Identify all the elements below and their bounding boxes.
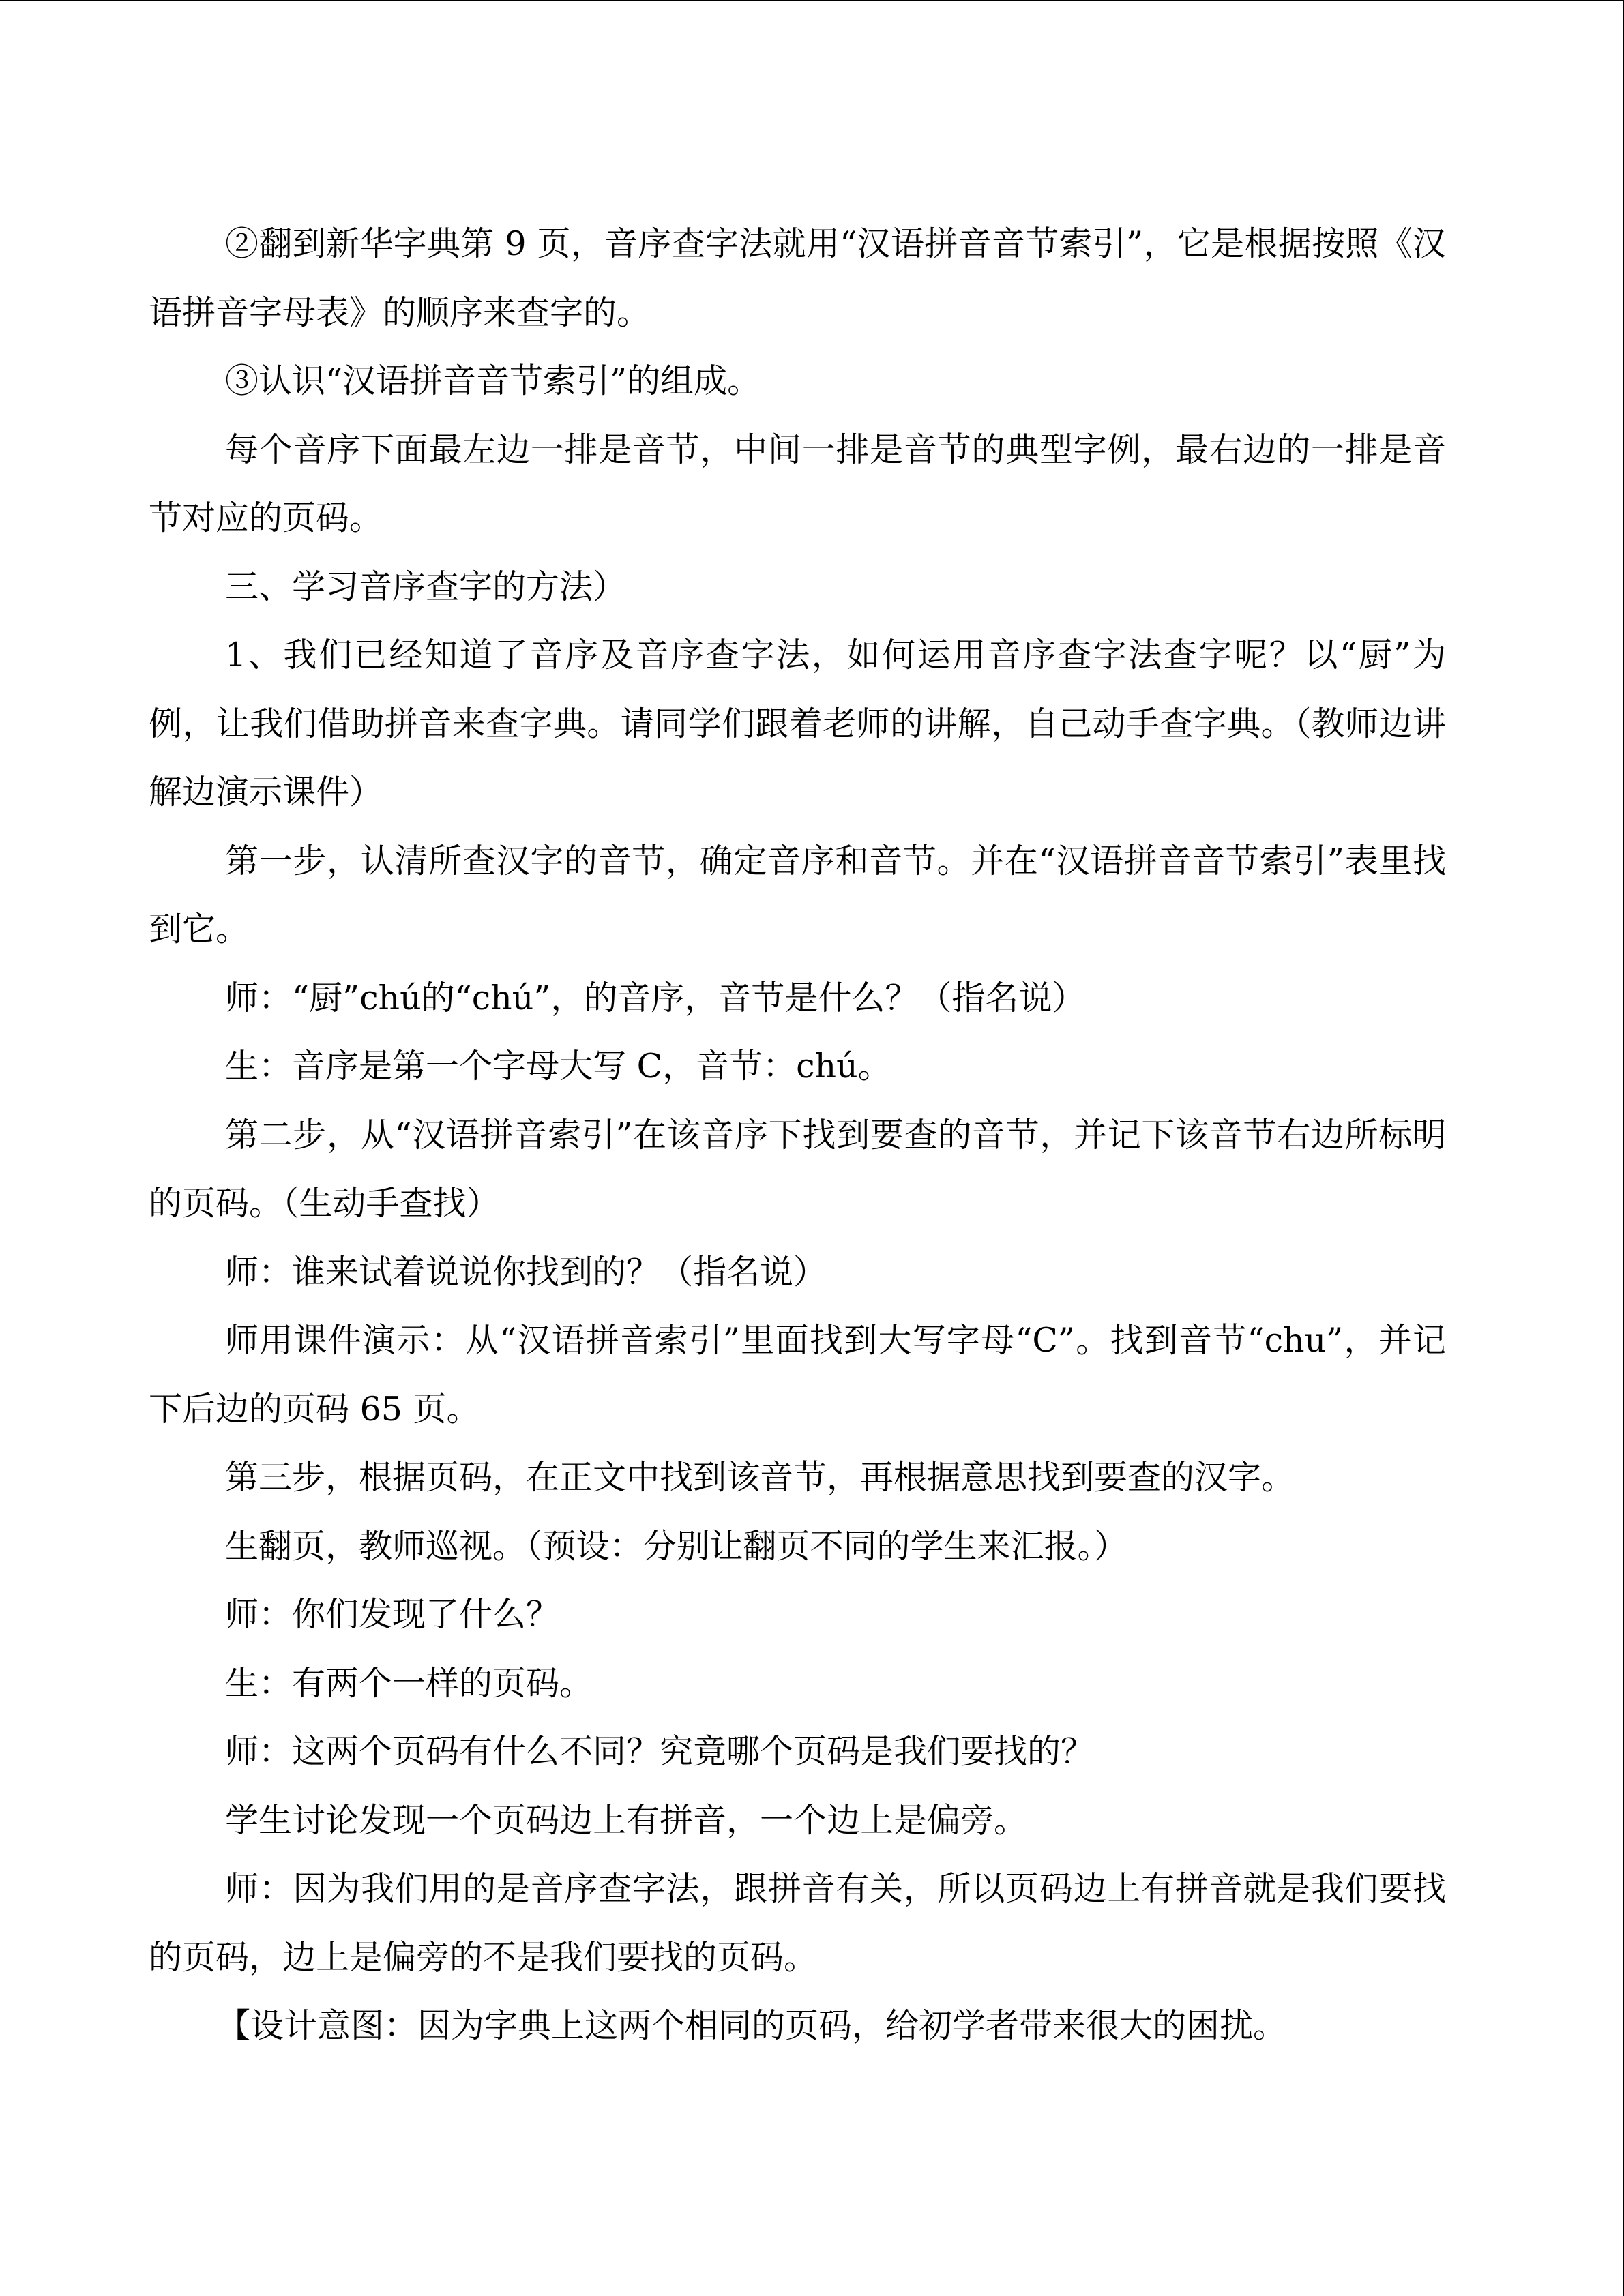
- paragraph-5: 1、我们已经知道了音序及音序查字法，如何运用音序查字法查字呢？以“厨”为例，让我们借助拼音来查字典。请同学们跟着老师的讲解，自己动手查字典。（教师边讲解边演示课件）: [149, 636, 1446, 811]
- paragraph-8: 生：音序是第一个字母大写 C，音节：chú。: [225, 1047, 891, 1086]
- paragraph-6: 第一步，认清所查汉字的音节，确定音序和音节。并在“汉语拼音音节索引”表里找到它。: [149, 841, 1446, 949]
- paragraph-2: ③认识“汉语拼音音节索引”的组成。: [225, 361, 761, 400]
- document-body: [149, 210, 1446, 2061]
- paragraph-9: 第二步，从“汉语拼音索引”在该音序下找到要查的音节，并记下该音节右边所标明的页码。（生动手查找）: [149, 1115, 1446, 1223]
- paragraph-14: 师：你们发现了什么？: [225, 1595, 560, 1634]
- paragraph-7: 师：“厨”chú的“chú”，的音序，音节是什么？（指名说）: [225, 978, 1086, 1017]
- paragraph-16: 师：这两个页码有什么不同？究竟哪个页码是我们要找的？: [225, 1732, 1095, 1771]
- paragraph-11: 师用课件演示：从“汉语拼音索引”里面找到大写字母“C”。找到音节“chu”，并记下后边的页码 65 页。: [149, 1321, 1446, 1429]
- section-heading: 三、学习音序查字的方法）: [225, 567, 627, 606]
- paragraph-1: ②翻到新华字典第 9 页，音序查字法就用“汉语拼音音节索引”，它是根据按照《汉语拼音字母表》的顺序来查字的。: [149, 224, 1446, 332]
- paragraph-3: 每个音序下面最左边一排是音节，中间一排是音节的典型字例，最右边的一排是音节对应的页码。: [149, 430, 1446, 537]
- design-intent-note: 【设计意图：因为字典上这两个相同的页码，给初学者带来很大的困扰。: [217, 2006, 1287, 2045]
- paragraph-12: 第三步，根据页码，在正文中找到该音节，再根据意思找到要查的汉字。: [225, 1458, 1295, 1497]
- paragraph-18: 师：因为我们用的是音序查字法，跟拼音有关，所以页码边上有拼音就是我们要找的页码，边上是偏旁的不是我们要找的页码。: [149, 1869, 1446, 1977]
- paragraph-10: 师：谁来试着说说你找到的？（指名说）: [225, 1252, 827, 1292]
- paragraph-13: 生翻页，教师巡视。（预设：分别让翻页不同的学生来汇报。）: [225, 1526, 1128, 1566]
- paragraph-15: 生：有两个一样的页码。: [225, 1663, 593, 1703]
- paragraph-17: 学生讨论发现一个页码边上有拼音，一个边上是偏旁。: [225, 1800, 1028, 1840]
